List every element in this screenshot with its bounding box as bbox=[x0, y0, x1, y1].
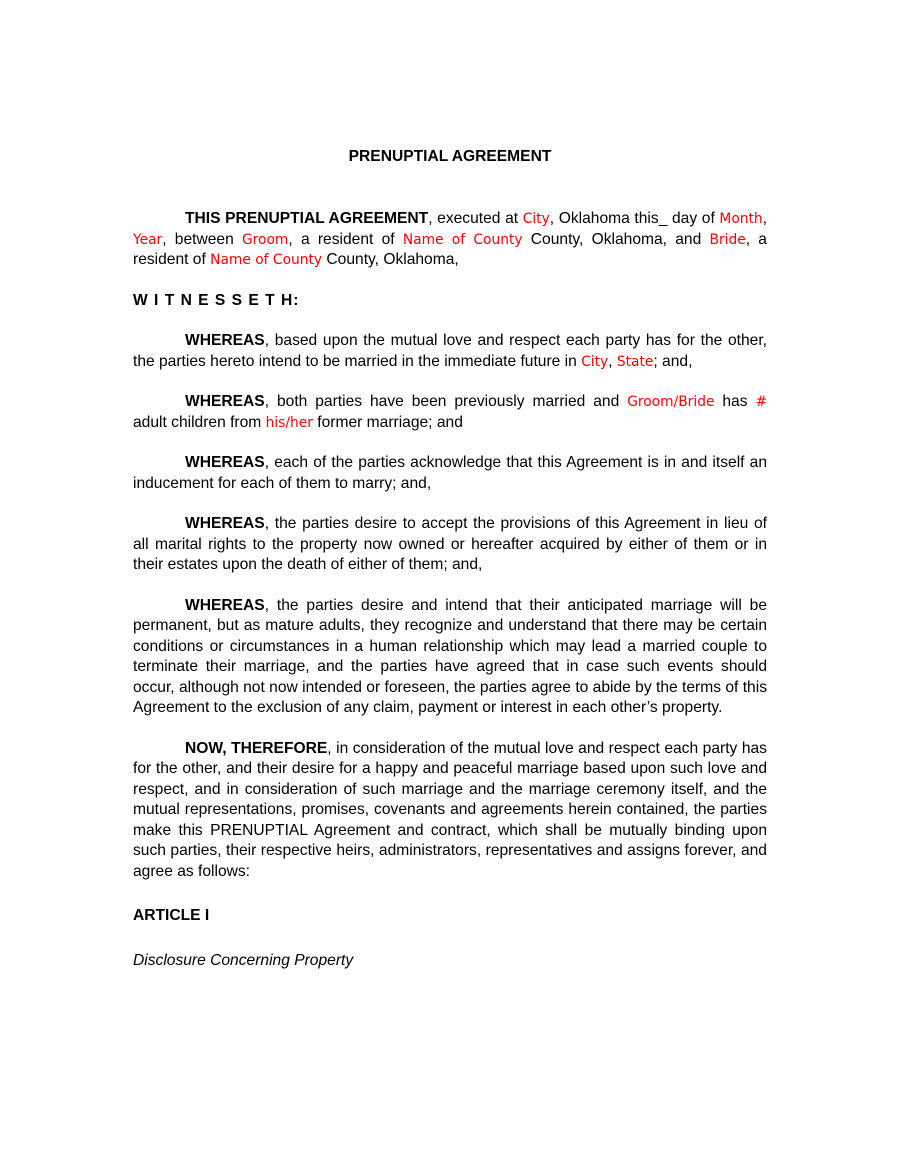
placeholder-bride: Bride bbox=[709, 231, 746, 248]
whereas-lead: WHEREAS bbox=[185, 393, 265, 410]
page-title: PRENUPTIAL AGREEMENT bbox=[348, 148, 552, 165]
whereas-lead: WHEREAS bbox=[185, 515, 265, 532]
intro-text-3: , bbox=[762, 210, 768, 227]
whereas-2-text-2: has bbox=[714, 393, 756, 410]
whereas-3-text: , each of the parties acknowledge that this Agreement is in and itself an inducement for each of them to marry; and, bbox=[133, 454, 767, 492]
whereas-5-text: , the parties desire and intend that their anticipated marriage will be permanent, but as mature adults, they recognize and understand that there may be certain conditions or circumstances in a human relationship which may lead a married couple to terminate their marriage, and the parties have agreed that in case such events should occur, although not now intended or foreseen, the parties agree to abide by the terms of this Agreement to the exclusion of any claim, payment or interest in each other’s property. bbox=[133, 596, 767, 716]
whereas-1-text-3: ; and, bbox=[653, 352, 693, 370]
intro-text-1: , executed at bbox=[428, 210, 523, 227]
placeholder-groom: Groom bbox=[241, 231, 289, 248]
placeholder-city: City bbox=[522, 211, 550, 227]
whereas-paragraph-1 bbox=[133, 331, 767, 372]
placeholder-year: Year bbox=[133, 231, 163, 248]
placeholder-his-her: his/her bbox=[265, 414, 313, 431]
placeholder-state: State bbox=[616, 353, 654, 370]
intro-lead: THIS PRENUPTIAL AGREEMENT bbox=[185, 210, 429, 227]
whereas-paragraph-5 bbox=[133, 596, 767, 719]
therefore-paragraph bbox=[133, 739, 767, 883]
whereas-2-text-4: former marriage; and bbox=[312, 413, 463, 431]
therefore-lead: NOW, THEREFORE bbox=[185, 739, 328, 757]
whereas-1-text-1: , based upon the mutual love and respect each party has for the other, the parties hereto intend to be married in the immediate future in bbox=[133, 332, 767, 370]
whereas-paragraph-2 bbox=[133, 392, 767, 433]
intro-text-2: , Oklahoma this_ day of bbox=[549, 210, 720, 227]
therefore-text: , in consideration of the mutual love and respect each party has for the other, and their desire for a happy and peaceful marriage based upon such love and respect, and in consideration of such marriage and the marriage ceremony itself, and the mutual representations, promises, covenants and agreements herein contained, the parties make this PRENUPTIAL Agreement and contract, which shall be mutually binding upon such parties, their respective heirs, administrators, representatives and assigns forever, and agree as follows: bbox=[133, 739, 767, 880]
whereas-lead: WHEREAS bbox=[185, 454, 265, 471]
intro-paragraph bbox=[133, 209, 767, 271]
whereas-lead: WHEREAS bbox=[185, 596, 265, 614]
placeholder-city: City bbox=[581, 353, 609, 370]
intro-text-8: County, Oklahoma, bbox=[322, 251, 459, 268]
whereas-lead: WHEREAS bbox=[185, 332, 265, 349]
placeholder-county-2: Name of County bbox=[210, 252, 323, 268]
placeholder-number: # bbox=[755, 394, 767, 410]
article-heading: ARTICLE I bbox=[133, 907, 210, 924]
intro-text-4: , between bbox=[162, 230, 242, 248]
document-body bbox=[133, 145, 767, 971]
whereas-1-text-2: , bbox=[608, 352, 617, 370]
article-subheading: Disclosure Concerning Property bbox=[133, 951, 354, 969]
whereas-2-text-1: , both parties have been previously married and bbox=[264, 393, 628, 410]
whereas-4-text: , the parties desire to accept the provisions of this Agreement in lieu of all marital rights to the property now owned or hereafter acquired by either of them or in their estates upon the death of either of them; and, bbox=[133, 515, 767, 573]
intro-text-5: , a resident of bbox=[288, 230, 403, 248]
whereas-paragraph-3 bbox=[133, 453, 767, 494]
whereas-paragraph-4 bbox=[133, 514, 767, 576]
placeholder-month: Month bbox=[719, 211, 763, 227]
intro-text-6: County, Oklahoma, and bbox=[522, 230, 710, 248]
placeholder-county-1: Name of County bbox=[402, 231, 523, 248]
placeholder-groom-bride: Groom/Bride bbox=[627, 394, 715, 410]
whereas-2-text-3: adult children from bbox=[133, 413, 266, 431]
witnesseth-heading: W I T N E S S E T H: bbox=[133, 291, 300, 309]
intro-text-7: , a resident of bbox=[133, 230, 767, 268]
